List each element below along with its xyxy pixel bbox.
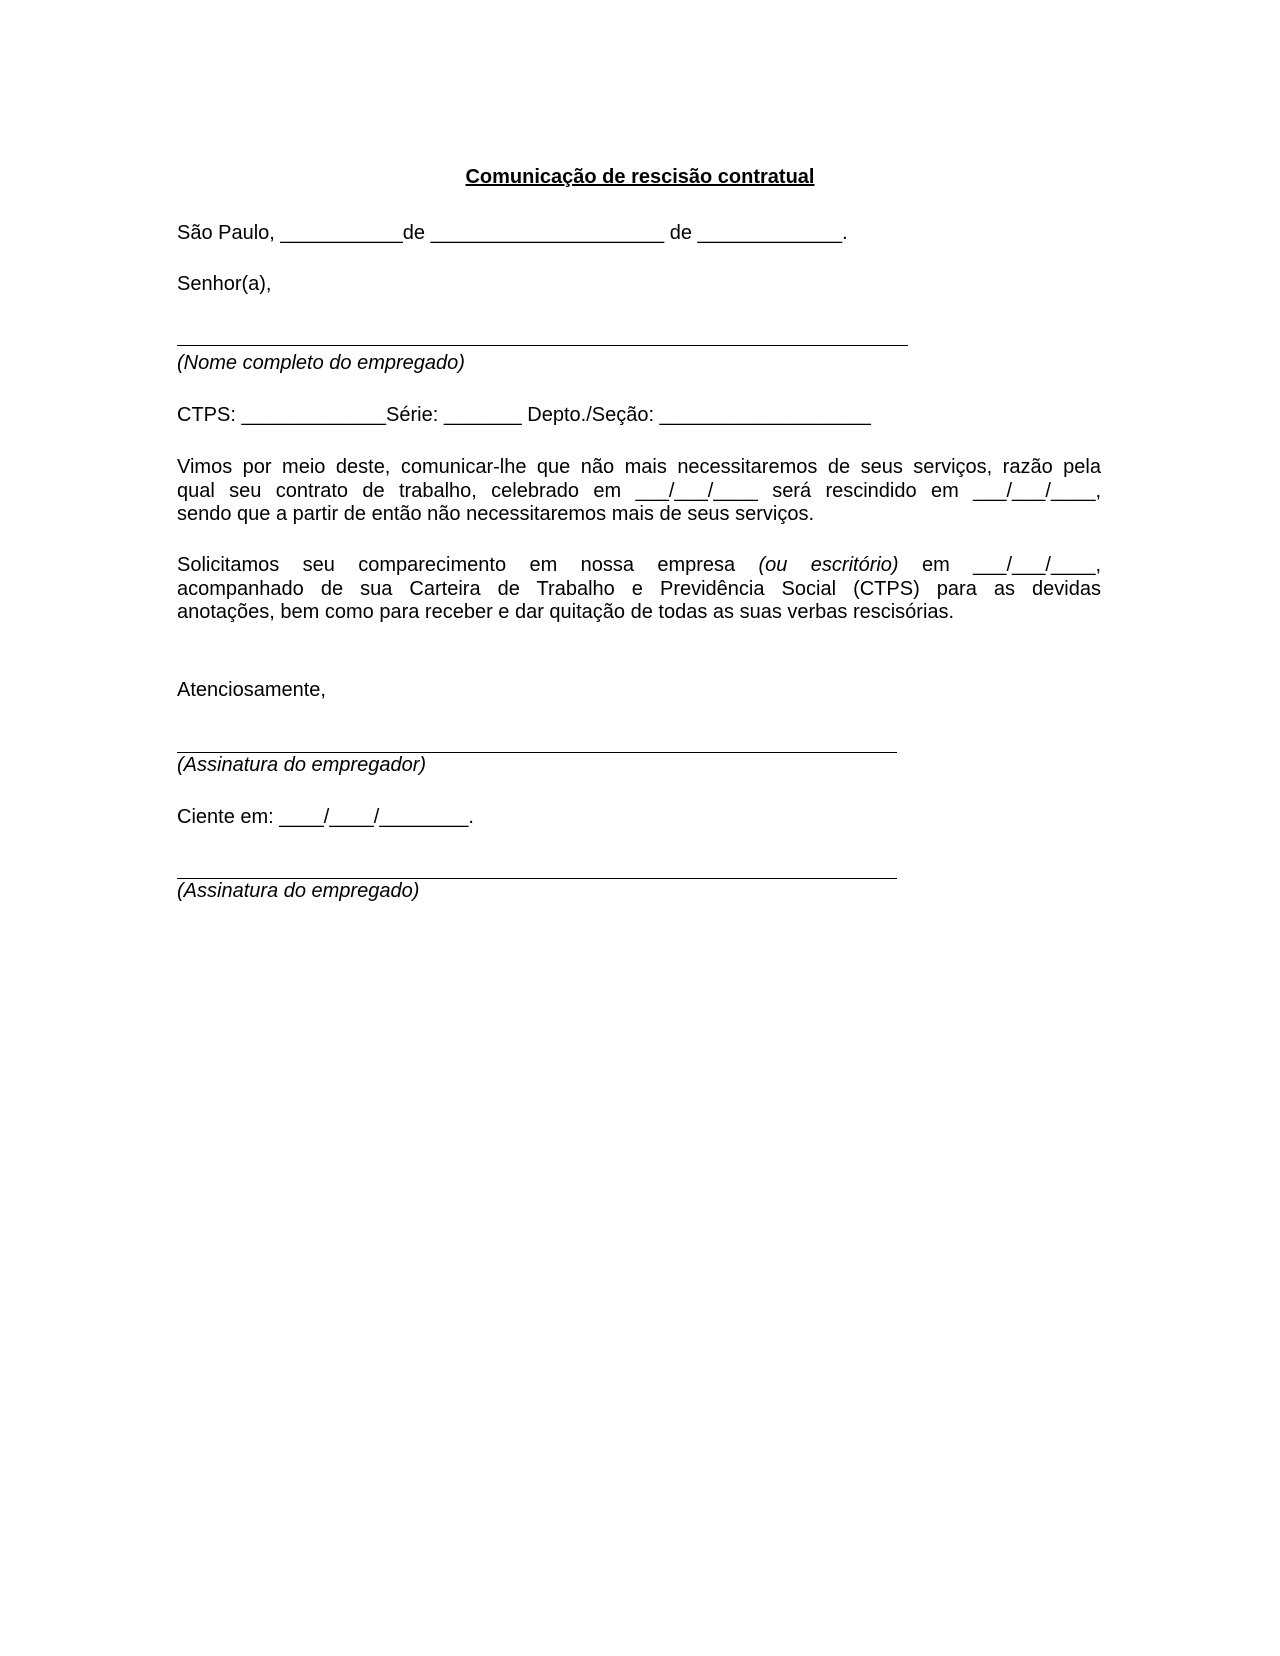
paragraph-text: Solicitamos seu comparecimento em nossa empresa: [177, 554, 759, 576]
employee-name-line: [177, 345, 908, 346]
employee-name-caption: (Nome completo do empregado): [177, 352, 465, 374]
paragraph-line: qual seu contrato de trabalho, celebrado em ___/___/____ será rescindido em ___/___/____,: [177, 479, 1101, 502]
document-title: Comunicação de rescisão contratual: [465, 166, 815, 188]
closing: Atenciosamente,: [177, 679, 326, 701]
paragraph-text: em ___/___/____,: [898, 554, 1102, 576]
employee-signature-caption: (Assinatura do empregado): [177, 880, 420, 902]
employer-signature-line: [177, 752, 897, 753]
paragraph-attendance-request: [177, 554, 1101, 625]
employee-signature-line: [177, 878, 897, 879]
employer-signature-caption: (Assinatura do empregador): [177, 754, 427, 776]
aware-date-line: Ciente em: ____/____/________.: [177, 806, 474, 828]
date-line: São Paulo, ___________de _____________________ de _____________.: [177, 222, 848, 244]
paragraph-termination-notice: [177, 456, 1101, 527]
paragraph-line: acompanhado de sua Carteira de Trabalho e Previdência Social (CTPS) para as devidas: [177, 577, 1101, 600]
ctps-line: CTPS: _____________Série: _______ Depto./Seção: ___________________: [177, 404, 871, 426]
paragraph-line: anotações, bem como para receber e dar quitação de todas as suas verbas rescisórias.: [177, 601, 955, 623]
salutation: Senhor(a),: [177, 273, 272, 295]
paragraph-italic-text: (ou escritório): [758, 554, 899, 576]
paragraph-line: Vimos por meio deste, comunicar-lhe que não mais necessitaremos de seus serviços, razão pela: [177, 456, 1101, 478]
paragraph-line: sendo que a partir de então não necessitaremos mais de seus serviços.: [177, 503, 815, 525]
paragraph-line: [177, 554, 1101, 578]
